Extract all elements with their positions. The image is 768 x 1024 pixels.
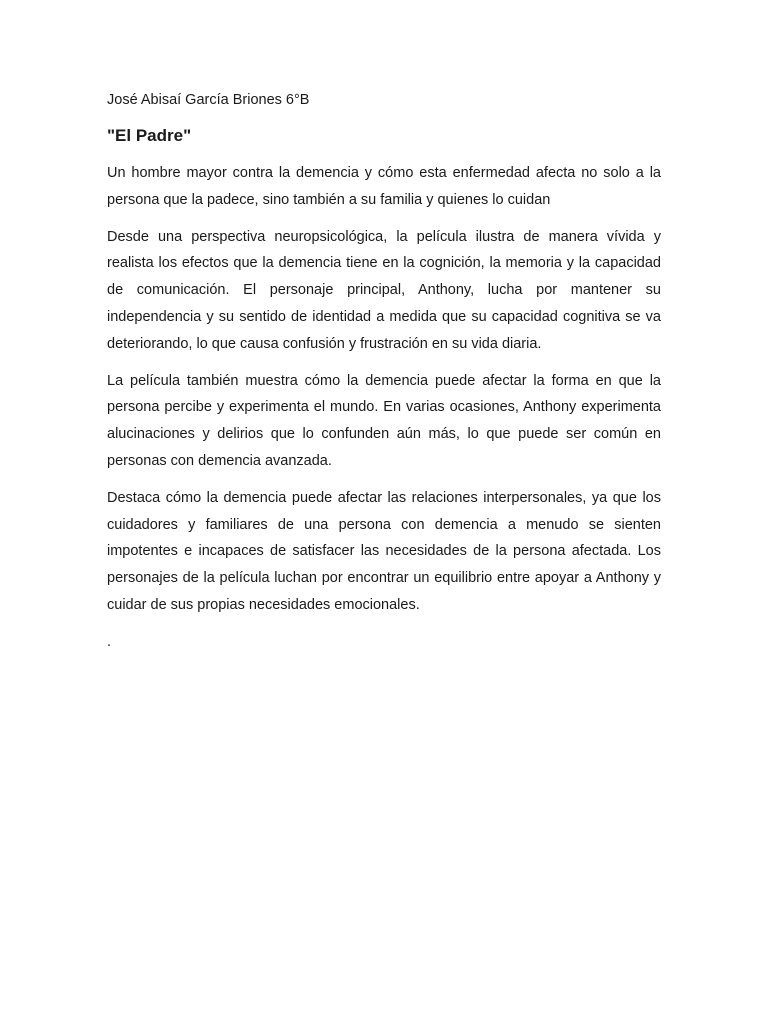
paragraph-4: Destaca cómo la demencia puede afectar las relaciones interpersonales, ya que los cuidadores y familiares de una persona con demencia a menudo se sienten impotentes e incapaces de satisfacer las necesidades de la persona afectada. Los personajes de la película luchan por encontrar un equilibrio entre apoyar a Anthony y cuidar de sus propias necesidades emocionales. — [107, 489, 661, 613]
paragraph-2: Desde una perspectiva neuropsicológica, la película ilustra de manera vívida y realista los efectos que la demencia tiene en la cognición, la memoria y la capacidad de comunicación. El personaje principal, Anthony, lucha por mantener su independencia y su sentido de identidad a medida que su capacidad cognitiva se va deteriorando, lo que causa confusión y frustración en su vida diaria. — [107, 228, 661, 352]
paragraph-1: Un hombre mayor contra la demencia y cómo esta enfermedad afecta no solo a la persona que la padece, sino también a su familia y quienes lo cuidan — [107, 165, 661, 208]
author-line: José Abisaí García Briones 6°B — [107, 92, 310, 108]
document-title: "El Padre" — [107, 126, 192, 145]
document-body — [107, 88, 661, 656]
trailing-period: . — [107, 633, 112, 650]
paragraph-3: La película también muestra cómo la demencia puede afectar la forma en que la persona percibe y experimenta el mundo. En varias ocasiones, Anthony experimenta alucinaciones y delirios que lo confunden aún más, lo que puede ser común en personas con demencia avanzada. — [107, 372, 661, 469]
